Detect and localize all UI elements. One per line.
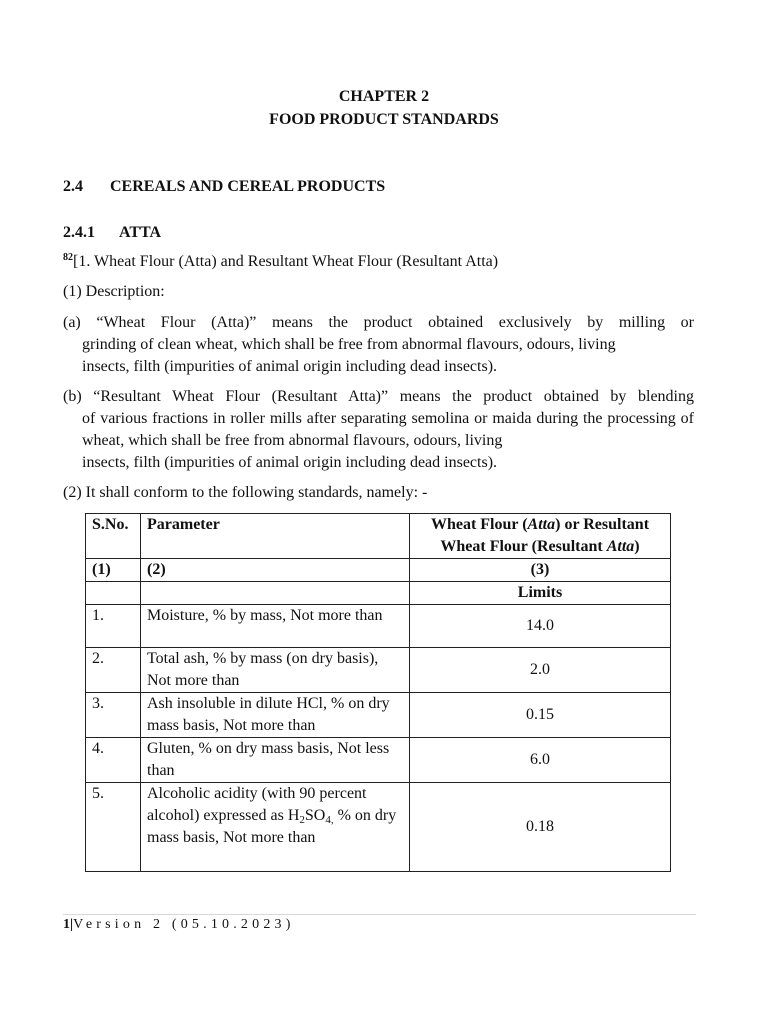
row-sno: 1. <box>86 605 141 648</box>
column-number-2: (2) <box>141 559 410 582</box>
paragraph-a <box>63 312 694 378</box>
subsection-number: 2.4.1 <box>63 224 95 241</box>
paragraph-b-body: of various fractions in roller mills after separating semolina or maida during the processing of wheat, which shall be free from abnormal flavours, odours, living <box>82 410 694 449</box>
standards-intro: (2) It shall conform to the following standards, namely: - <box>63 484 428 501</box>
header-sno: S.No. <box>86 514 141 559</box>
page-footer <box>63 917 295 933</box>
row-limit: 0.15 <box>410 693 671 738</box>
page-number: 1 <box>63 917 70 932</box>
limits-label: Limits <box>410 582 671 605</box>
column-number-1: (1) <box>86 559 141 582</box>
row-parameter: Total ash, % by mass (on dry basis), Not more than <box>141 648 410 693</box>
paragraph-a-body: grinding of clean wheat, which shall be free from abnormal flavours, odours, living <box>82 336 616 353</box>
footer-separator: | <box>70 917 74 932</box>
row-parameter: Moisture, % by mass, Not more than <box>141 605 410 648</box>
row-parameter: Ash insoluble in dilute HCl, % on dry mass basis, Not more than <box>141 693 410 738</box>
row-sno: 5. <box>86 783 141 872</box>
version-label: Version 2 (05.10.2023) <box>73 917 295 932</box>
row-limit: 6.0 <box>410 738 671 783</box>
row-limit: 0.18 <box>410 783 671 872</box>
table-row <box>86 605 671 648</box>
table-row <box>86 783 671 872</box>
table-row <box>86 648 671 693</box>
row-parameter: Gluten, % on dry mass basis, Not less than <box>141 738 410 783</box>
paragraph-b <box>63 386 694 474</box>
table-header-row <box>86 514 671 559</box>
column-number-3: (3) <box>410 559 671 582</box>
row-limit: 14.0 <box>410 605 671 648</box>
subsection-heading <box>63 224 161 242</box>
row-sno: 4. <box>86 738 141 783</box>
row-sno: 3. <box>86 693 141 738</box>
row-parameter: Alcoholic acidity (with 90 percent alcohol) expressed as $H_2SO_{4,}$ % on dry mass basis, Not more than <box>141 783 410 872</box>
paragraph-a-first-line: (a) “Wheat Flour (Atta)” means the product obtained exclusively by milling or <box>63 314 694 331</box>
amendment-marker: 82 <box>63 252 73 263</box>
table-row <box>86 738 671 783</box>
subsection-title: ATTA <box>119 224 162 241</box>
paragraph-b-last-line: insects, filth (impurities of animal origin including dead insects). <box>82 454 498 471</box>
footer-divider <box>63 914 696 915</box>
paragraph-a-last-line: insects, filth (impurities of animal origin including dead insects). <box>82 358 498 375</box>
chapter-subtitle: FOOD PRODUCT STANDARDS <box>269 111 499 128</box>
limits-label-row <box>86 582 671 605</box>
section-number: 2.4 <box>63 178 83 195</box>
header-product: Wheat Flour (Atta) or Resultant Wheat Flour (Resultant Atta) <box>410 514 671 559</box>
section-heading <box>63 178 385 196</box>
amendment-text: [1. Wheat Flour (Atta) and Resultant Wheat Flour (Resultant Atta) <box>73 253 499 270</box>
table-row <box>86 693 671 738</box>
row-sno: 2. <box>86 648 141 693</box>
chapter-title: CHAPTER 2 <box>338 88 430 105</box>
section-title: CEREALS AND CEREAL PRODUCTS <box>110 178 386 195</box>
header-parameter: Parameter <box>141 514 410 559</box>
standards-table <box>85 513 671 872</box>
paragraph-b-first-line: (b) “Resultant Wheat Flour (Resultant Atta)” means the product obtained by blending <box>63 388 694 405</box>
description-heading: (1) Description: <box>63 283 165 300</box>
amendment-line <box>63 253 498 271</box>
column-number-row <box>86 559 671 582</box>
row-limit: 2.0 <box>410 648 671 693</box>
